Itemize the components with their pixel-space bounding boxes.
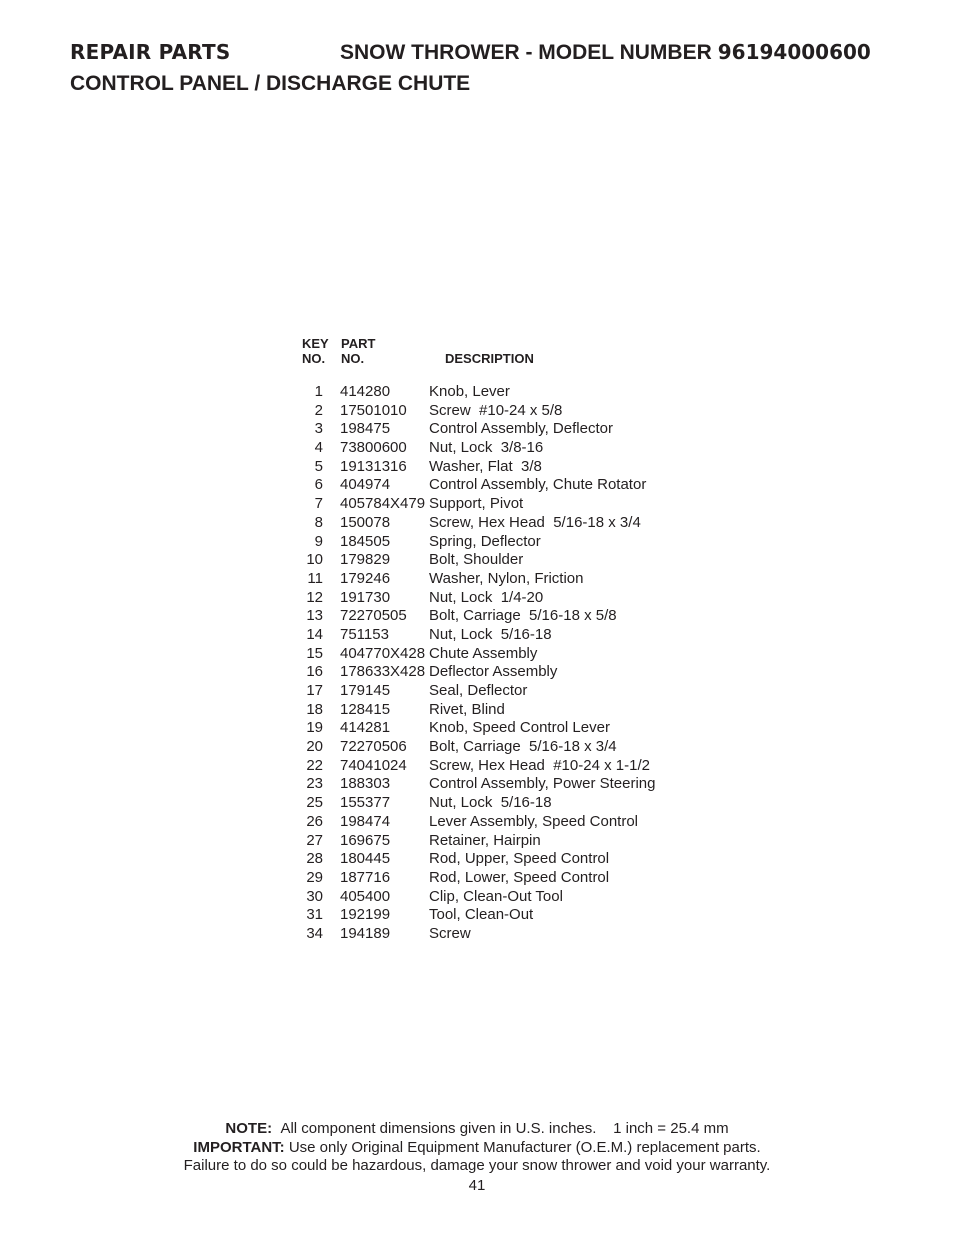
part-no: 179145 [340, 682, 391, 699]
table-row [300, 757, 720, 776]
table-row [300, 738, 720, 757]
part-description: Deflector Assembly [429, 663, 558, 681]
key-no: 16 [306, 663, 323, 681]
part-no: 194189 [340, 924, 391, 942]
key-no: 18 [306, 700, 323, 718]
part-description: Chute Assembly [429, 644, 538, 662]
page-header [70, 40, 871, 65]
key-no: 26 [306, 812, 323, 830]
part-no: 191730 [340, 588, 391, 606]
key-no: 3 [314, 420, 323, 438]
key-no: 2 [314, 401, 323, 419]
important-line [0, 1139, 954, 1158]
table-row [300, 439, 720, 458]
key-no: 20 [306, 738, 323, 756]
table-row [300, 402, 720, 421]
part-description: Screw #10-24 x 5/8 [429, 401, 563, 419]
part-description: Control Assembly, Chute Rotator [429, 476, 647, 494]
table-row [300, 832, 720, 851]
table-row [300, 551, 720, 570]
key-no: 13 [306, 607, 323, 625]
table-row [300, 589, 720, 608]
part-description: Support, Pivot [429, 495, 524, 513]
important-label: IMPORTANT: [193, 1138, 285, 1156]
key-no: 27 [306, 831, 323, 849]
key-no: 17 [306, 682, 323, 699]
part-no: 19131316 [340, 457, 407, 475]
table-row [300, 495, 720, 514]
key-no: 19 [306, 719, 323, 737]
part-description: Screw, Hex Head #10-24 x 1-1/2 [429, 756, 650, 774]
key-no: 25 [306, 794, 323, 812]
part-description: Screw, Hex Head 5/16-18 x 3/4 [429, 513, 641, 531]
table-row [300, 645, 720, 664]
part-description: Retainer, Hairpin [429, 831, 541, 849]
key-no: 10 [306, 551, 323, 569]
part-no: 155377 [340, 794, 391, 812]
table-row [300, 476, 720, 495]
key-no: 4 [314, 439, 323, 457]
key-no: 15 [306, 644, 323, 662]
part-description: Seal, Deflector [429, 682, 528, 699]
part-no: 198475 [340, 420, 391, 438]
part-no: 184505 [340, 532, 391, 550]
part-description: Knob, Lever [429, 383, 510, 400]
key-no: 1 [314, 383, 323, 400]
part-description: Washer, Flat 3/8 [429, 457, 542, 475]
part-no: 414280 [340, 383, 391, 400]
key-no: 14 [306, 625, 323, 643]
important-text: Use only Original Equipment Manufacturer (O.E.M.) replacement parts. [288, 1138, 761, 1156]
parts-list [300, 383, 720, 944]
table-row [300, 383, 720, 402]
table-row [300, 888, 720, 907]
part-description: Spring, Deflector [429, 532, 541, 550]
key-no: 9 [314, 532, 323, 550]
part-no: 192199 [340, 906, 391, 924]
part-no: 179829 [340, 551, 391, 569]
table-row [300, 533, 720, 552]
key-no: 31 [306, 906, 323, 924]
key-no: 7 [314, 495, 323, 513]
model-label: SNOW THROWER - MODEL NUMBER [340, 41, 712, 64]
key-no: 8 [314, 513, 323, 531]
warning-text: Failure to do so could be hazardous, damage your snow thrower and void your warranty. [183, 1157, 771, 1174]
table-row [300, 420, 720, 439]
part-no: 169675 [340, 831, 391, 849]
table-row [300, 701, 720, 720]
table-row [300, 869, 720, 888]
part-no: 405400 [340, 887, 391, 905]
part-no: 187716 [340, 868, 391, 886]
key-no: 28 [306, 850, 323, 868]
page-footer [0, 1120, 954, 1195]
table-row [300, 850, 720, 869]
part-no: 73800600 [340, 439, 407, 457]
key-no: 29 [306, 868, 323, 886]
table-row [300, 626, 720, 645]
part-no: 198474 [340, 812, 391, 830]
table-row [300, 514, 720, 533]
model-number: 96194000600 [717, 40, 871, 64]
part-no: 179246 [340, 569, 391, 587]
table-row [300, 663, 720, 682]
part-no: 414281 [340, 719, 391, 737]
part-no: 150078 [340, 513, 391, 531]
part-description: Bolt, Carriage 5/16-18 x 3/4 [429, 738, 617, 756]
note-text: All component dimensions given in U.S. inches. 1 inch = 25.4 mm [280, 1120, 729, 1137]
part-description: Knob, Speed Control Lever [429, 719, 610, 737]
part-no: 188303 [340, 775, 391, 793]
part-no: 178633X428 [340, 663, 426, 681]
part-description: Bolt, Carriage 5/16-18 x 5/8 [429, 607, 617, 625]
part-description: Rod, Upper, Speed Control [429, 850, 610, 868]
part-description: Rivet, Blind [429, 700, 505, 718]
part-description: Nut, Lock 3/8-16 [429, 439, 544, 457]
note-label: NOTE: [225, 1120, 273, 1137]
part-no: 17501010 [340, 401, 407, 419]
table-row [300, 682, 720, 701]
table-row [300, 794, 720, 813]
part-description: Screw [429, 924, 471, 942]
part-description: Lever Assembly, Speed Control [429, 812, 638, 830]
table-row [300, 458, 720, 477]
part-description: Rod, Lower, Speed Control [429, 868, 610, 886]
part-no: 404770X428 [340, 644, 426, 662]
part-description: Nut, Lock 5/16-18 [429, 794, 552, 812]
key-no: 11 [307, 569, 323, 587]
part-no: 404974 [340, 476, 391, 494]
part-description: Nut, Lock 5/16-18 [429, 625, 552, 643]
section-title: REPAIR PARTS [70, 40, 231, 64]
part-description: Nut, Lock 1/4-20 [429, 588, 544, 606]
part-no: 72270506 [340, 738, 407, 756]
table-row [300, 906, 720, 925]
part-description: Control Assembly, Power Steering [429, 775, 656, 793]
part-no: 405784X479 [340, 495, 426, 513]
key-no-header: KEY NO. [302, 336, 329, 366]
key-no: 23 [306, 775, 323, 793]
part-description: Washer, Nylon, Friction [429, 569, 584, 587]
part-description: Tool, Clean-Out [429, 906, 534, 924]
table-row [300, 813, 720, 832]
part-no: 751153 [340, 625, 389, 643]
part-no: 72270505 [340, 607, 407, 625]
part-no-header: PART NO. [341, 336, 376, 366]
part-description: Clip, Clean-Out Tool [429, 887, 563, 905]
key-no: 22 [306, 756, 323, 774]
table-row [300, 925, 720, 944]
table-row [300, 775, 720, 794]
part-description: Control Assembly, Deflector [429, 420, 613, 438]
part-no: 180445 [340, 850, 391, 868]
key-no: 30 [306, 887, 323, 905]
table-row [300, 570, 720, 589]
key-no: 5 [314, 457, 323, 475]
table-row [300, 719, 720, 738]
description-header: DESCRIPTION [445, 351, 534, 366]
part-no: 128415 [340, 700, 391, 718]
page-subtitle: CONTROL PANEL / DISCHARGE CHUTE [70, 72, 471, 95]
key-no: 34 [306, 924, 323, 942]
key-no: 6 [314, 476, 323, 494]
note-line [0, 1120, 954, 1139]
key-no: 12 [306, 588, 323, 606]
table-row [300, 607, 720, 626]
part-no: 74041024 [340, 756, 407, 774]
page-number: 41 [468, 1176, 486, 1194]
part-description: Bolt, Shoulder [429, 551, 524, 569]
